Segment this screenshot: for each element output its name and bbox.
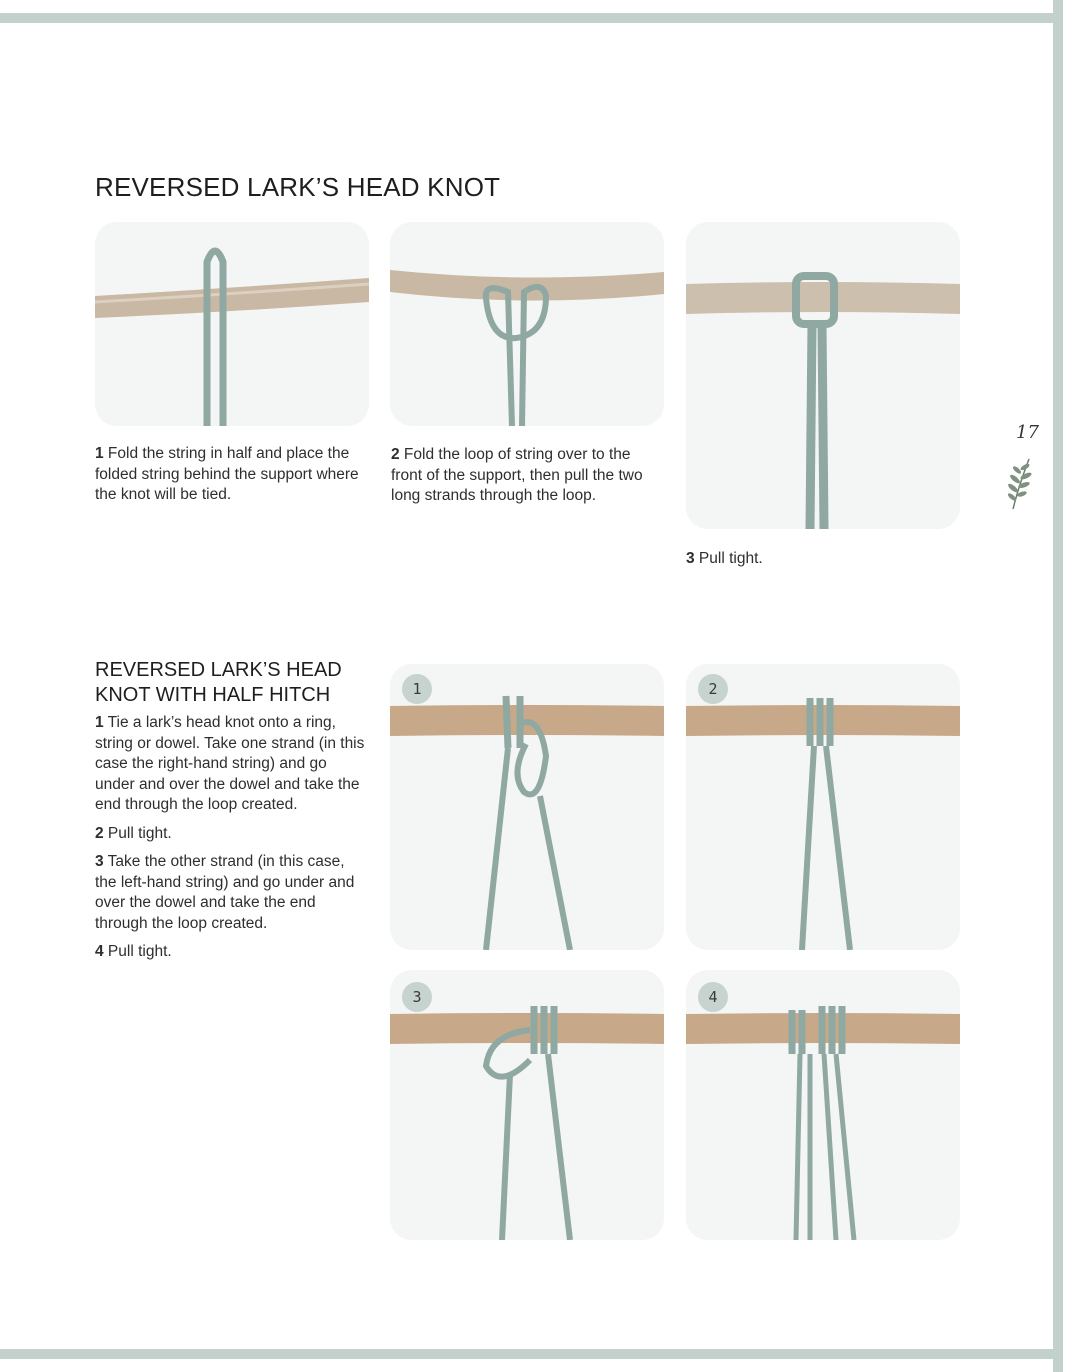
step-caption-3: 3 Pull tight. (686, 550, 763, 567)
step-caption-2: 2 Fold the loop of string over to the front of the support, then pull the two long strands through the loop. (391, 446, 643, 504)
fern-leaf-icon (1005, 455, 1035, 511)
step-caption-1: 1 Fold the string in half and place the folded string behind the support where the knot will be tied. (95, 445, 359, 503)
half-hitch-photo-2 (686, 664, 960, 950)
half-hitch-photo-3 (390, 970, 664, 1240)
half-hitch-photo-1 (390, 664, 664, 950)
instruction-step-2: 2 Pull tight. (95, 824, 172, 842)
instruction-step-4: 4 Pull tight. (95, 943, 172, 960)
instruction-list (95, 713, 370, 971)
photo-badge-2: 2 (698, 674, 728, 704)
half-hitch-photo-4 (686, 970, 960, 1240)
knot-photo-step-1 (95, 222, 369, 426)
page-border-right (1053, 0, 1063, 1372)
section-title: REVERSED LARK’S HEAD KNOT (95, 172, 501, 202)
photo-badge-4: 4 (698, 982, 728, 1012)
photo-badge-3: 3 (402, 982, 432, 1012)
page-number: 17 (1016, 422, 1039, 443)
page-border-bottom (0, 1349, 1062, 1359)
knot-photo-step-2 (390, 222, 664, 426)
knot-photo-step-3 (686, 222, 960, 529)
page-border-top (0, 13, 1062, 23)
subsection-title: REVERSED LARK’S HEAD KNOT WITH HALF HITCH (95, 659, 342, 706)
instruction-step-1: 1 Tie a lark’s head knot onto a ring, string or dowel. Take one strand (in this case the right-hand string) and go under and over the dowel and take the end through the loop created. (95, 714, 365, 813)
instruction-step-3: 3 Take the other strand (in this case, the left-hand string) and go under and over the dowel and take the end through the loop created. (95, 853, 355, 932)
photo-badge-1: 1 (402, 674, 432, 704)
